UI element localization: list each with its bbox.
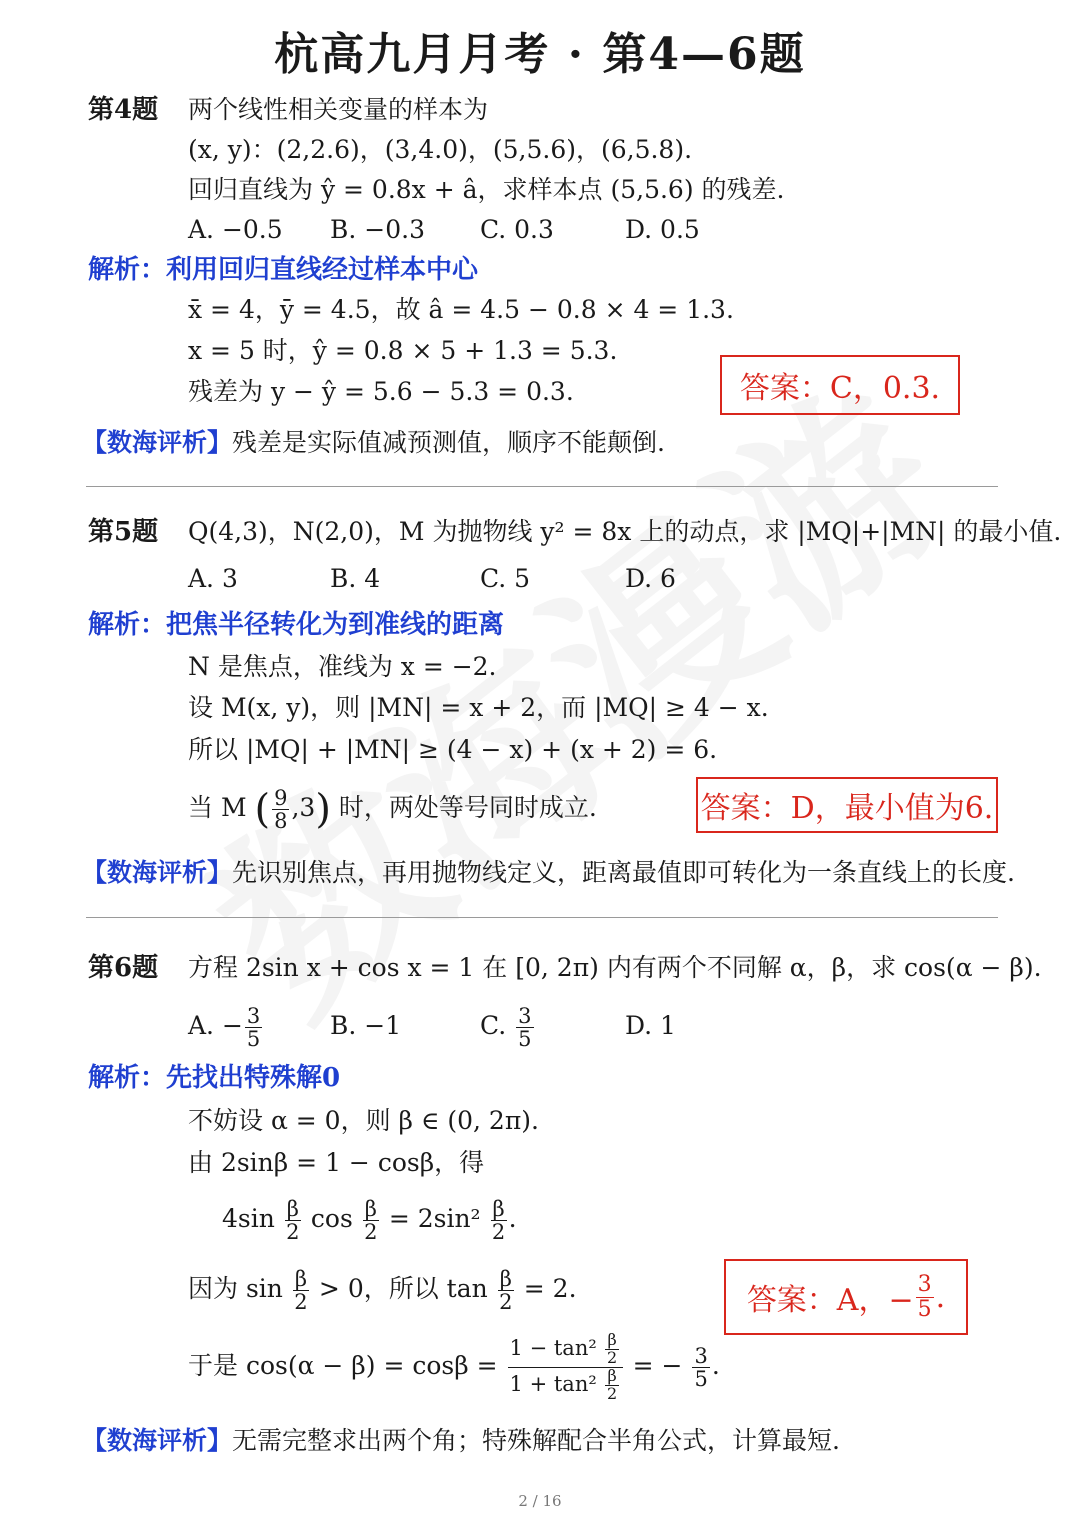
q5-line1: Q(4,3)，N(2,0)，M 为抛物线 y² = 8x 上的动点，求 |MQ|+|MN| 的最小值. [188,517,1062,546]
q5-solution-3: 所以 |MQ| + |MN| ≥ (4 − x) + (x + 2) = 6. [188,735,718,764]
q6-comment [82,1424,840,1458]
q5-answer-box: 答案：D，最小值为6. [696,777,998,833]
q6-comment-text: 无需完整求出两个角；特殊解配合半角公式，计算最短. [232,1426,840,1455]
q4-solution-3: 残差为 y − ŷ = 5.6 − 5.3 = 0.3. [188,377,574,406]
divider [86,917,998,918]
q4-option-d: D. 0.5 [625,215,700,244]
q6-option-a: A. − $\frac{3}{5}$ [188,1003,261,1051]
q6-solution-3: 4sin $\frac{\beta}{2}$ cos $\frac{\beta}{2}$ = 2sin² $\frac{\beta}{2}$ . [222,1196,517,1244]
q4-line2: (x, y)：(2,2.6)，(3,4.0)，(5,5.6)，(6,5.8). [188,135,693,164]
q6-comment-tag: 【数海评析】 [82,1426,233,1455]
divider [86,486,998,487]
q6-solution-5: 于是 cos(α − β) = cosβ = 1 − tan² $\frac{\beta}{2}$ 1 + tan² $\frac{\beta}{2}$ = − $\frac{3}{5}$ . [188,1330,720,1403]
q5-comment [82,856,1015,890]
q6-solution-1: 不妨设 α = 0，则 β ∈ (0, 2π). [188,1106,539,1135]
q4-answer-box: 答案：C，0.3. [720,355,960,415]
q4-comment-tag: 【数海评析】 [82,428,233,457]
q4-comment [82,426,665,460]
q4-line1: 两个线性相关变量的样本为 [188,95,489,124]
q6-answer-box: 答案：A，− $\frac{3}{5}$ . [724,1259,968,1335]
q5-solution-1: N 是焦点，准线为 x = −2. [188,652,497,681]
q5-solution-4: 当 M ( $\frac{9}{8}$ ,3) 时，两处等号同时成立. [188,785,597,833]
q4-comment-text: 残差是实际值减预测值，顺序不能颠倒. [232,428,665,457]
q6-solution-2: 由 2sinβ = 1 − cosβ，得 [188,1148,485,1177]
q5-option-b: B. 4 [330,564,381,593]
q5-sol4-suffix: 时，两处等号同时成立. [338,793,597,822]
q5-fraction: $\frac{9}{8}$ [274,785,288,833]
q6-option-d: D. 1 [625,1011,676,1040]
q4-option-c: C. 0.3 [480,215,554,244]
q6-option-c: C. $\frac{3}{5}$ [480,1003,532,1051]
q6-line1: 方程 2sin x + cos x = 1 在 [0, 2π) 内有两个不同解 α，β，求 cos(α − β). [188,953,1042,982]
q5-comment-tag: 【数海评析】 [82,858,233,887]
q5-option-d: D. 6 [625,564,676,593]
q5-label: 第5题 [88,517,159,547]
q6-analysis-heading: 解析：先找出特殊解0 [88,1063,341,1093]
q5-option-c: C. 5 [480,564,531,593]
q5-solution-2: 设 M(x, y)，则 |MN| = x + 2，而 |MQ| ≥ 4 − x. [188,693,769,722]
q4-solution-1: x̄ = 4，ȳ = 4.5，故 â = 4.5 − 0.8 × 4 = 1.3. [188,295,734,324]
q5-comment-text: 先识别焦点，再用抛物线定义，距离最值即可转化为一条直线上的长度. [232,858,1015,887]
q4-solution-2: x = 5 时，ŷ = 0.8 × 5 + 1.3 = 5.3. [188,336,618,365]
q5-analysis-heading: 解析：把焦半径转化为到准线的距离 [88,610,505,640]
q6-solution-4: 因为 sin $\frac{\beta}{2}$ > 0，所以 tan $\frac{\beta}{2}$ = 2. [188,1266,577,1314]
page-title: 杭高九月月考 · 第4—6题 [274,29,806,80]
q6-label: 第6题 [88,953,159,983]
q5-option-a: A. 3 [188,564,238,593]
q4-analysis-heading: 解析：利用回归直线经过样本中心 [88,255,479,285]
q4-option-b: B. −0.3 [330,215,425,244]
q4-label: 第4题 [88,95,159,125]
q6-big-fraction: 1 − tan² $\frac{\beta}{2}$ 1 + tan² $\frac{\beta}{2}$ [508,1332,623,1402]
q6-option-b: B. −1 [330,1011,402,1040]
q5-sol4-prefix: 当 M [188,793,247,822]
page-number: 2 / 16 [518,1492,562,1510]
q4-line3: 回归直线为 ŷ = 0.8x + â，求样本点 (5,5.6) 的残差. [188,175,785,204]
q4-option-a: A. −0.5 [188,215,283,244]
